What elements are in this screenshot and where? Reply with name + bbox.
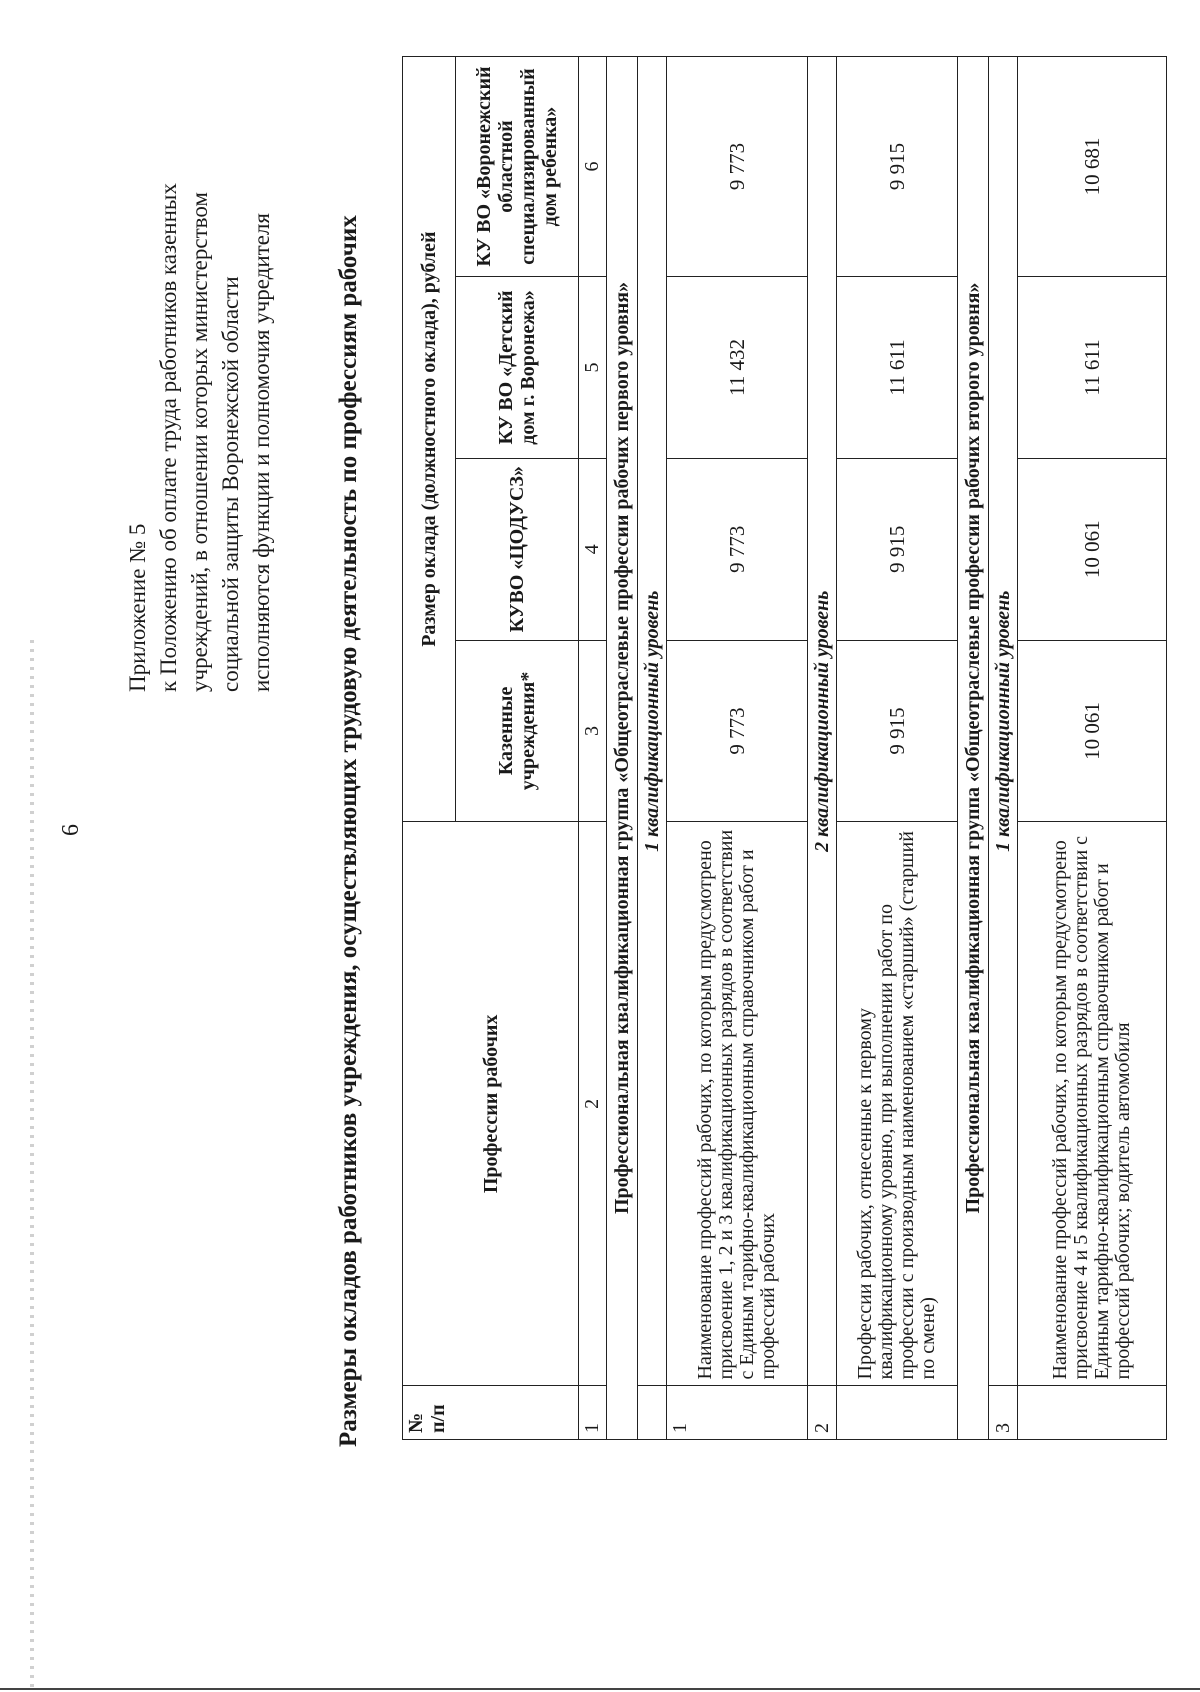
group2-title: Профессиональная квалификационная группа «Общеотраслевые профессии рабочих второго уровня» [958,57,989,1440]
col-number: 3 [579,640,607,822]
salary-value: 9 915 [837,640,958,822]
header-row [403,57,456,1440]
row-number-empty [1018,1386,1167,1440]
col-number: 4 [579,458,607,640]
salary-value: 9 915 [837,57,958,277]
salary-value: 9 915 [837,458,958,640]
table-row [667,57,808,1440]
salary-value: 10 681 [1018,57,1167,277]
header-col4: КУВО «ЦОДУСЗ» [456,458,579,640]
annex-block [122,52,277,692]
col-number: 2 [579,822,607,1386]
annex-line: социальной защиты Воронежской области [218,276,243,692]
level-row [808,57,837,1440]
level-row [989,57,1018,1440]
header-salary-size: Размер оклада (должностного оклада), рублей [403,57,456,822]
annex-line: учреждений, в отношении которых министерством [187,192,212,692]
row-number: 2 [808,1386,837,1440]
table-row [1018,57,1167,1440]
group1-level2: 2 квалификационный уровень [808,57,837,1386]
salary-value: 9 773 [667,57,808,277]
salary-value: 10 061 [1018,458,1167,640]
group1-level1: 1 квалификационный уровень [638,57,667,1386]
group1-title: Профессиональная квалификационная группа «Общеотраслевые профессии рабочих первого уровня» [607,57,638,1440]
annex-title: Приложение № 5 [125,523,150,692]
document-title: Размеры окладов работников учреждения, осуществляющих трудовую деятельность по профессиям рабочих [335,215,362,1447]
salary-value: 9 773 [667,458,808,640]
table-row [837,57,958,1440]
row-description: Наименование профессий рабочих, по которым предусмотрено присвоение 1, 2 и 3 квалификационных разрядов в соответствии с Единым тарифно-квалификационным справочником работ и профессий рабочих [667,822,808,1386]
header-col5: КУ ВО «Детский дом г. Воронежа» [456,277,579,459]
salary-value: 11 611 [837,277,958,459]
salary-value: 9 773 [667,640,808,822]
level-empty-cell [638,1386,667,1440]
salary-table [402,56,1167,1440]
row-number-empty [837,1386,958,1440]
column-number-row [579,57,607,1440]
salary-value: 10 061 [1018,640,1167,822]
col-number: 5 [579,277,607,459]
row-description: Наименование профессий рабочих, по которым предусмотрено присвоение 4 и 5 квалификационных разрядов в соответствии с Единым тарифно-квалификационным справочником работ и профессий рабочих; водитель автомобиля [1018,822,1167,1386]
header-no: № п/п [403,1386,579,1440]
row-description: Профессии рабочих, отнесенные к первому квалификационному уровню, при выполнении работ по профессии с производным наименованием «старший» (старший по смене) [837,822,958,1386]
col-number: 6 [579,57,607,277]
row-number: 1 [667,1386,808,1440]
level-row [638,57,667,1440]
header-col6: КУ ВО «Воронежский областной специализированный дом ребенка» [456,57,579,277]
row-number: 3 [989,1386,1018,1440]
salary-value: 11 432 [667,277,808,459]
col-number: 1 [579,1386,607,1440]
header-profession: Профессии рабочих [403,822,579,1386]
group-row [958,57,989,1440]
header-col3: Казенные учреждения* [456,640,579,822]
group-row [607,57,638,1440]
group2-level1: 1 квалификационный уровень [989,57,1018,1386]
annex-line: к Положению об оплате труда работников казенных [156,183,181,692]
page-number: 6 [58,824,84,836]
annex-line: исполняются функции и полномочия учредителя [249,212,274,692]
salary-value: 11 611 [1018,277,1167,459]
